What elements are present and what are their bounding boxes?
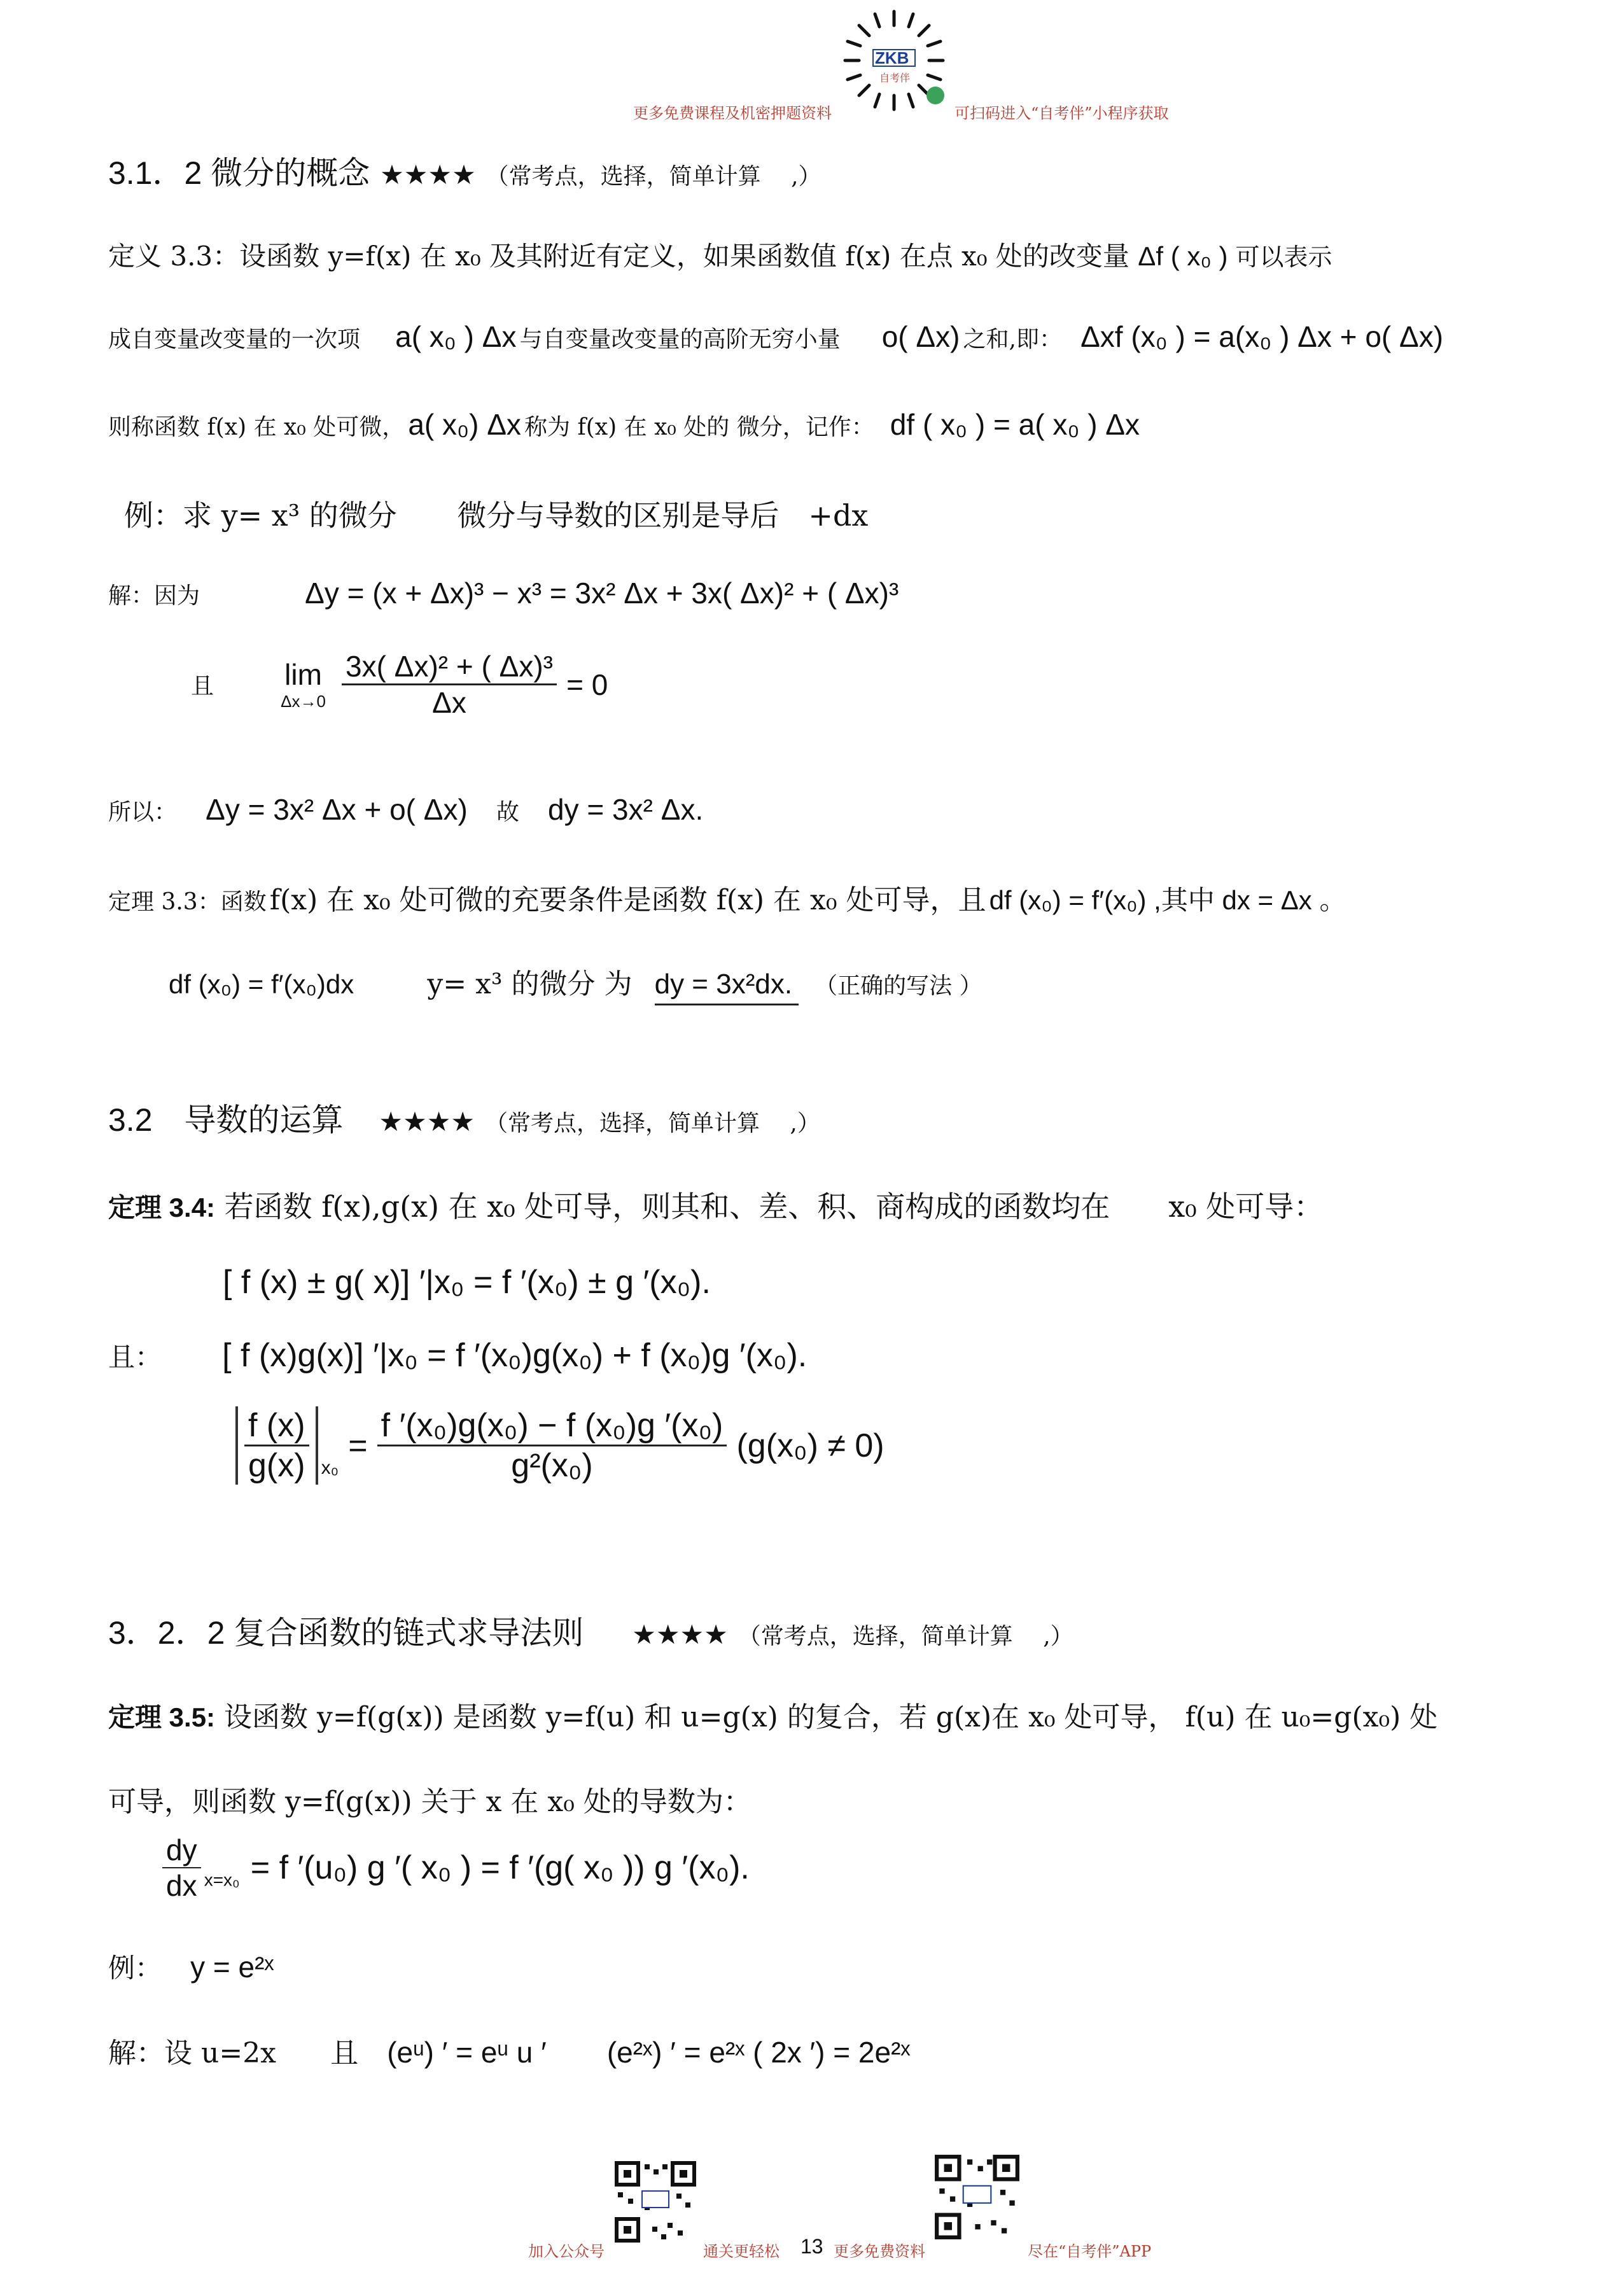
header-left-note: 更多免费课程及机密押题资料 xyxy=(633,104,832,122)
qr-code-icon xyxy=(934,2154,1020,2240)
definition-3-3-line1: 定义 3.3：设函数 y=f(x) 在 x₀ 及其附近有定义，如果函数值 f(x) 在点 x₀ 处的改变量 Δf ( x₀ ) 可以表示 xyxy=(108,241,1332,272)
section-note: （常考点，选择，简单计算 ,） xyxy=(486,164,821,190)
page-number: 13 xyxy=(801,2235,823,2258)
logo-text: ZKB xyxy=(875,48,909,67)
quotient-result-fraction: $\frac{\text{f ′(x₀)g(x₀) − f (x₀)g ′(x₀)}}{\text{g²(x₀)}}$ xyxy=(377,1406,727,1485)
definition-3-3-line2: 成自变量改变量的一次项 a( x₀ ) Δx 与自变量改变量的高阶无穷小量 o( Δx) 之和,即： Δxf (x₀ ) = a(x₀ ) Δx + o( Δx) xyxy=(108,320,1444,353)
star-rating: ★★★★ xyxy=(380,159,476,190)
limit-subscript: Δx→0 xyxy=(281,692,326,711)
so-line: 所以： Δy = 3x² Δx + o( Δx) 故 dy = 3x² Δx. xyxy=(108,793,704,826)
section-title-3-2: 3.2 导数的运算 ★★★★ （常考点，选择，简单计算 ,） xyxy=(108,1102,820,1138)
qr-code-icon xyxy=(614,2160,697,2243)
quotient-rule: $\frac{f (x)}{g(x)}$ x₀ = $\frac{\text{f ′(x₀)g(x₀) − f (x₀)g ′(x₀)}}{\text{g²(x₀)}}$ (g(x₀) ≠ 0) xyxy=(235,1406,884,1485)
star-rating: ★★★★ xyxy=(379,1106,475,1137)
logo-subtext: 自考伴 xyxy=(879,73,911,84)
header-qr-logo xyxy=(840,6,948,115)
dy-dx-fraction: $\frac{dy}{dx}$ xyxy=(162,1833,201,1903)
limit-symbol: lim xyxy=(284,658,322,691)
footer-pass-easier: 通关更轻松 xyxy=(703,2243,780,2260)
product-rule: 且： [ f (x)g(x)] ′|x₀ = f ′(x₀)g(x₀) + f (x₀)g ′(x₀). xyxy=(108,1337,808,1374)
solution-line: 解：因为 Δy = (x + Δx)³ − x³ = 3x² Δx + 3x( Δx)² + ( Δx)³ xyxy=(108,577,899,610)
limit-fraction: $\frac{\text{3x( Δx)² + ( Δx)³}}{\Delta x}$ xyxy=(342,649,557,720)
theorem-3-5-line2: 可导，则函数 y=f(g(x)) 关于 x 在 x₀ 处的导数为： xyxy=(108,1786,752,1818)
quotient-fraction: $\frac{f (x)}{g(x)}$ xyxy=(244,1406,309,1485)
limit-expression: 且 lim Δx→0 $\frac{\text{3x( Δx)² + ( Δx)³}}{\Delta x}$ = 0 xyxy=(191,650,608,719)
chain-rule-formula: $\frac{dy}{dx}$ x=x₀ = f ′(u₀) g ′( x₀ ) = f ′(g( x₀ )) g ′(x₀). xyxy=(162,1833,750,1903)
qr-code-wechat xyxy=(614,2160,697,2243)
header-right-note: 可扫码进入“自考伴”小程序获取 xyxy=(954,104,1169,122)
theorem-3-5-line1: 定理 3.5: 设函数 y=f(g(x)) 是函数 y=f(u) 和 u=g(x) 的复合，若 g(x)在 x₀ 处可导， f(u) 在 u₀=g(x₀) 处 xyxy=(108,1701,1438,1733)
solution-exp: 解：设 u=2x 且 (eᵘ) ′ = eᵘ u ′ (e²ˣ) ′ = e²ˣ ( 2x ′) = 2e²ˣ xyxy=(108,2036,911,2069)
star-rating: ★★★★ xyxy=(632,1619,728,1650)
section-title-3-2-2: 3．2．2 复合函数的链式求导法则 ★★★★ （常考点，选择，简单计算 ,） xyxy=(108,1615,1073,1651)
footer-app: 尽在“自考伴”APP xyxy=(1028,2243,1152,2260)
section-note: （常考点，选择，简单计算 ,） xyxy=(738,1623,1073,1649)
section-note: （常考点，选择，简单计算 ,） xyxy=(484,1110,820,1137)
correct-notation-line: df (x₀) = f′(x₀)dx y= x³ 的微分 为 dy = 3x²dx. （正确的写法 ） xyxy=(169,961,982,1002)
theorem-3-3: 定理 3.3：函数 f(x) 在 x₀ 处可微的充要条件是函数 f(x) 在 x₀ 处可导，且 df (x₀) = f′(x₀) ,其中 dx = Δx 。 xyxy=(108,884,1346,916)
qr-code-app xyxy=(934,2154,1020,2240)
example-exp: 例： y = e²ˣ xyxy=(108,1950,274,1984)
underlined-answer: dy = 3x²dx. xyxy=(655,969,799,1005)
footer-more-free: 更多免费资料 xyxy=(834,2243,925,2260)
definition-3-3-line3: 则称函数 f(x) 在 x₀ 处可微， a( x₀) Δx 称为 f(x) 在 x₀ 处的 微分，记作： df ( x₀ ) = a( x₀ ) Δx xyxy=(108,408,1140,441)
footer-join-account: 加入公众号 xyxy=(528,2243,605,2260)
example-differential: 例：求 y= x³ 的微分 微分与导数的区别是导后 +dx xyxy=(124,498,869,533)
sum-rule: [ f (x) ± g( x)] ′|x₀ = f ′(x₀) ± g ′(x₀). xyxy=(223,1264,711,1301)
section-title-3-1-2: 3.1．2 微分的概念 ★★★★ （常考点，选择，简单计算 ,） xyxy=(108,155,821,191)
theorem-3-4: 定理 3.4: 若函数 f(x),g(x) 在 x₀ 处可导，则其和、差、积、商构成的函数均在 x₀ 处可导： xyxy=(108,1189,1324,1224)
